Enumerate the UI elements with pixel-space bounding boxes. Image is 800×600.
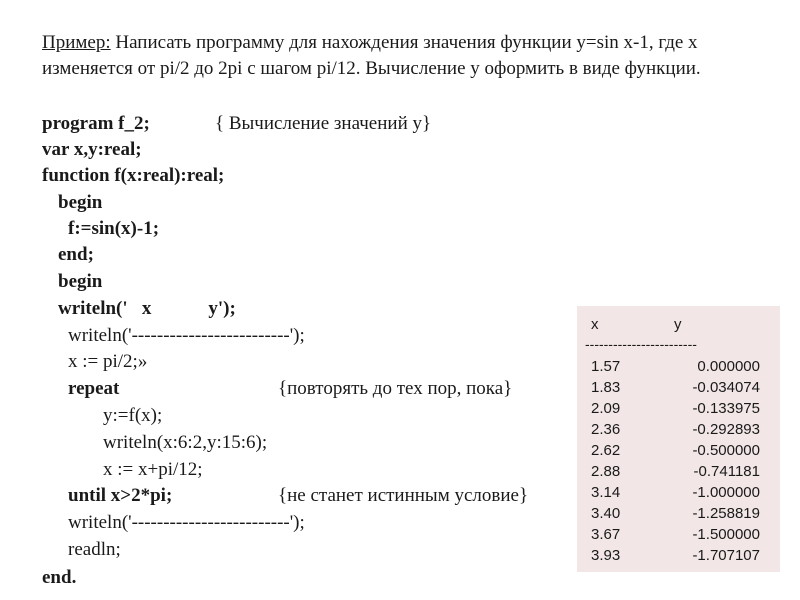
output-row (577, 356, 780, 377)
output-y: -1.258819 (692, 505, 760, 522)
output-y: -0.034074 (692, 379, 760, 396)
output-row (577, 440, 780, 461)
output-y: -0.292893 (692, 421, 760, 438)
code-line-writeln-sep2: writeln('-------------------------'); (68, 512, 305, 533)
output-y: -1.707107 (692, 547, 760, 564)
output-row (577, 461, 780, 482)
output-header (577, 316, 780, 336)
code-line-until: until x>2*pi; (68, 485, 173, 506)
output-col-x: x (591, 316, 599, 333)
output-row (577, 503, 780, 524)
output-y: -0.500000 (692, 442, 760, 459)
output-x: 2.36 (591, 421, 621, 438)
code-line-var: var x,y:real; (42, 139, 142, 160)
code-comment-program: { Вычисление значений y} (215, 113, 432, 134)
code-line-func-end: end; (58, 244, 94, 265)
output-y: -1.000000 (692, 484, 760, 501)
output-x: 3.14 (591, 484, 621, 501)
output-row (577, 482, 780, 503)
code-line-repeat: repeat (68, 378, 120, 399)
code-line-writeln-sep1: writeln('-------------------------'); (68, 325, 305, 346)
code-line-init-x: x := pi/2;» (68, 351, 148, 372)
task-text: Написать программу для нахождения значения функции y=sin x-1, где x изменяется от pi/2 до 2pi с шагом pi/12. Вычисление y оформить в виде функции. (42, 32, 701, 79)
output-separator: ------------------------ (585, 336, 697, 352)
output-x: 2.62 (591, 442, 621, 459)
code-line-writeln-header: writeln(' x y'); (58, 298, 236, 319)
output-x: 3.40 (591, 505, 621, 522)
code-line-writeln-row: writeln(x:6:2,y:15:6); (103, 432, 268, 453)
output-row (577, 377, 780, 398)
output-row (577, 545, 780, 566)
code-line-func-begin: begin (58, 192, 103, 213)
output-row (577, 419, 780, 440)
output-x: 3.93 (591, 547, 621, 564)
code-line-step-x: x := x+pi/12; (103, 459, 203, 480)
code-line-readln: readln; (68, 539, 121, 560)
code-line-end: end. (42, 567, 77, 588)
output-x: 2.88 (591, 463, 621, 480)
code-line-program: program f_2; (42, 113, 150, 134)
code-line-func-body: f:=sin(x)-1; (68, 218, 160, 239)
output-y: 0.000000 (697, 358, 760, 375)
output-y: -1.500000 (692, 526, 760, 543)
code-line-assign-y: y:=f(x); (103, 405, 163, 426)
output-x: 3.67 (591, 526, 621, 543)
output-y: -0.741181 (693, 463, 760, 480)
output-x: 2.09 (591, 400, 621, 417)
code-line-function: function f(x:real):real; (42, 165, 225, 186)
output-x: 1.83 (591, 379, 621, 396)
code-comment-repeat: {повторять до тех пор, пока} (278, 378, 513, 399)
output-row (577, 524, 780, 545)
code-comment-until: {не станет истинным условие} (278, 485, 529, 506)
code-line-main-begin: begin (58, 271, 103, 292)
output-col-y: y (674, 316, 682, 333)
output-x: 1.57 (591, 358, 621, 375)
output-y: -0.133975 (692, 400, 760, 417)
program-output-panel (577, 306, 780, 572)
output-row (577, 398, 780, 419)
example-label: Пример: (42, 32, 111, 53)
